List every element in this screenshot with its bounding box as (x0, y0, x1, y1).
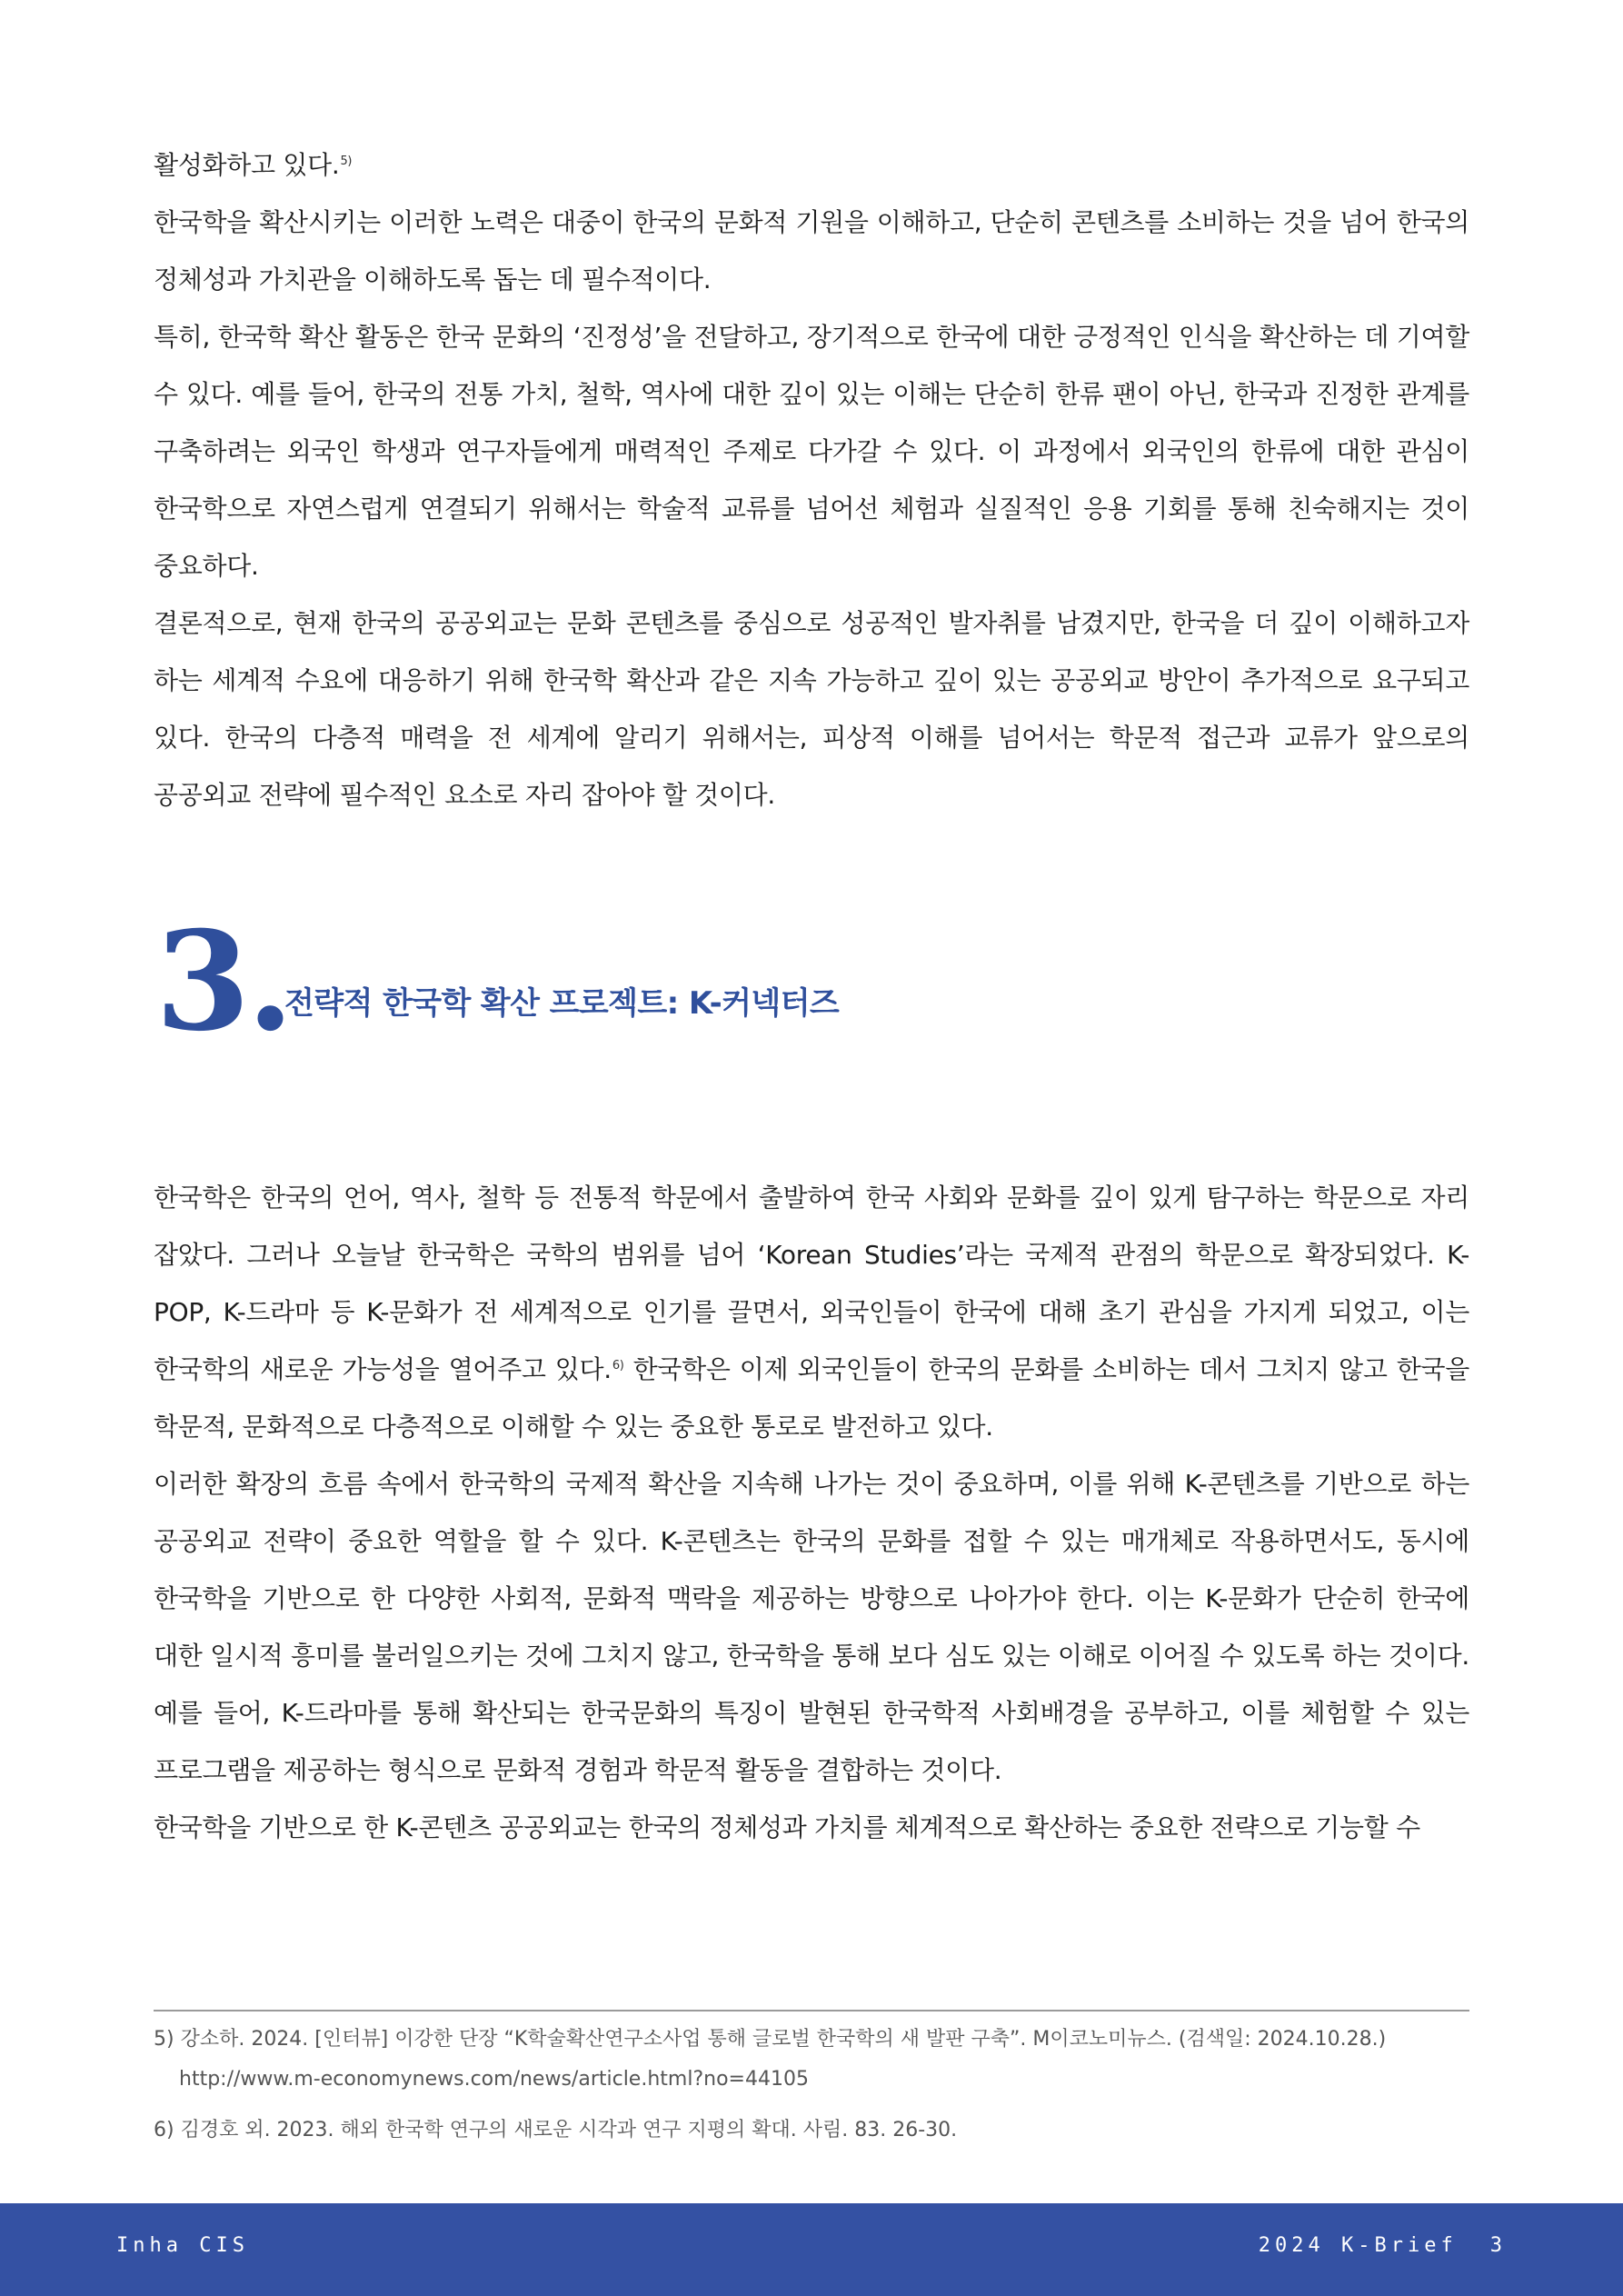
paragraph-5 (154, 1169, 1469, 1455)
section-heading (154, 902, 1469, 1062)
paragraph-5-text-b: 한국학은 이제 외국인들이 한국의 문화를 소비하는 데서 그치지 않고 한국을 학문적, 문화적으로 다층적으로 이해할 수 있는 중요한 통로로 발전하고 있다. (154, 1354, 1469, 1442)
paragraph-6: 이러한 확장의 흐름 속에서 한국학의 국제적 확산을 지속해 나가는 것이 중요하며, 이를 위해 K-콘텐츠를 기반으로 하는 공공외교 전략이 중요한 역할을 할 수 있다. K-콘텐츠는 한국의 문화를 접할 수 있는 매개체로 작용하면서도, 동시에 한국학을 기반으로 한 다양한 사회적, 문화적 맥락을 제공하는 방향으로 나아가야 한다. 이는 K-문화가 단순히 한국에 대한 일시적 흥미를 불러일으키는 것에 그치지 않고, 한국학을 통해 보다 심도 있는 이해로 이어질 수 있도록 하는 것이다. 예를 들어, K-드라마를 통해 확산되는 한국문화의 특징이 발현된 한국학적 사회배경을 공부하고, 이를 체험할 수 있는 프로그램을 제공하는 형식으로 문화적 경험과 학문적 활동을 결합하는 것이다. (154, 1469, 1469, 1785)
footnote-5 (154, 2020, 1469, 2100)
paragraph-4: 결론적으로, 현재 한국의 공공외교는 문화 콘텐츠를 중심으로 성공적인 발자취를 남겼지만, 한국을 더 깊이 이해하고자 하는 세계적 수요에 대응하기 위해 한국학 확산과 같은 지속 가능하고 깊이 있는 공공외교 방안이 추가적으로 요구되고 있다. 한국의 다층적 매력을 전 세계에 알리기 위해서는, 피상적 이해를 넘어서는 학문적 접근과 교류가 앞으로의 공공외교 전략에 필수적인 요소로 자리 잡아야 할 것이다. (154, 608, 1469, 810)
footnote-5-url-link[interactable]: http://www.m-economynews.com/news/article.html?no=44105 (179, 2068, 809, 2091)
paragraph-5-text-a: 한국학은 한국의 언어, 역사, 철학 등 전통적 학문에서 출발하여 한국 사회와 문화를 깊이 있게 탐구하는 학문으로 자리 잡았다. 그러나 오늘날 한국학은 국학의 범위를 넘어 ‘Korean Studies’라는 국제적 관점의 학문으로 확장되었다. K-POP, K-드라마 등 K-문화가 전 세계적으로 인기를 끌면서, 외국인들이 한국에 대해 초기 관심을 가지게 되었고, 이는 한국학의 새로운 가능성을 열어주고 있다. (154, 1183, 1469, 1384)
footnotes (154, 2020, 1469, 2151)
footer-band (0, 2203, 1623, 2296)
footnote-ref-5[interactable]: 5) (340, 154, 353, 168)
footer-right (1259, 2234, 1507, 2257)
bottom-body-text (154, 1169, 1469, 1856)
section-title: 전략적 한국학 확산 프로젝트: K-커넥터즈 (284, 985, 840, 1022)
paragraph-1-text: 활성화하고 있다. (154, 150, 340, 180)
footer-publication: 2024 K-Brief (1258, 2234, 1458, 2257)
page-number: 3 (1489, 2234, 1507, 2257)
footer-org-name: Inha CIS (116, 2234, 249, 2257)
footnote-5-text: 5) 강소하. 2024. [인터뷰] 이강한 단장 “K학술확산연구소사업 통해 글로벌 한국학의 새 발판 구축”. M이코노미뉴스. (검색일: 2024.10.28.) (154, 2028, 1387, 2051)
paragraph-2: 한국학을 확산시키는 이러한 노력은 대중이 한국의 문화적 기원을 이해하고, 단순히 콘텐츠를 소비하는 것을 넘어 한국의 정체성과 가치관을 이해하도록 돕는 데 필수적이다. (154, 207, 1469, 294)
footnote-ref-6[interactable]: 6) (612, 1358, 624, 1373)
paragraph-1 (154, 136, 1469, 194)
paragraph-7: 한국학을 기반으로 한 K-콘텐츠 공공외교는 한국의 정체성과 가치를 체계적으로 확산하는 중요한 전략으로 기능할 수 (154, 1812, 1420, 1842)
paragraph-3: 특히, 한국학 확산 활동은 한국 문화의 ‘진정성’을 전달하고, 장기적으로 한국에 대한 긍정적인 인식을 확산하는 데 기여할 수 있다. 예를 들어, 한국의 전통 가치, 철학, 역사에 대한 깊이 있는 이해는 단순히 한류 팬이 아닌, 한국과 진정한 관계를 구축하려는 외국인 학생과 연구자들에게 매력적인 주제로 다가갈 수 있다. 이 과정에서 외국인의 한류에 대한 관심이 한국학으로 자연스럽게 연결되기 위해서는 학술적 교류를 넘어선 체험과 실질적인 응용 기회를 통해 친숙해지는 것이 중요하다. (154, 322, 1469, 581)
footnote-6: 6) 김경호 외. 2023. 해외 한국학 연구의 새로운 시각과 연구 지평의 확대. 사림. 83. 26-30. (154, 2119, 958, 2141)
section-number: 3. (155, 902, 291, 1062)
footnote-divider (154, 2010, 1469, 2011)
top-body-text (154, 136, 1469, 824)
